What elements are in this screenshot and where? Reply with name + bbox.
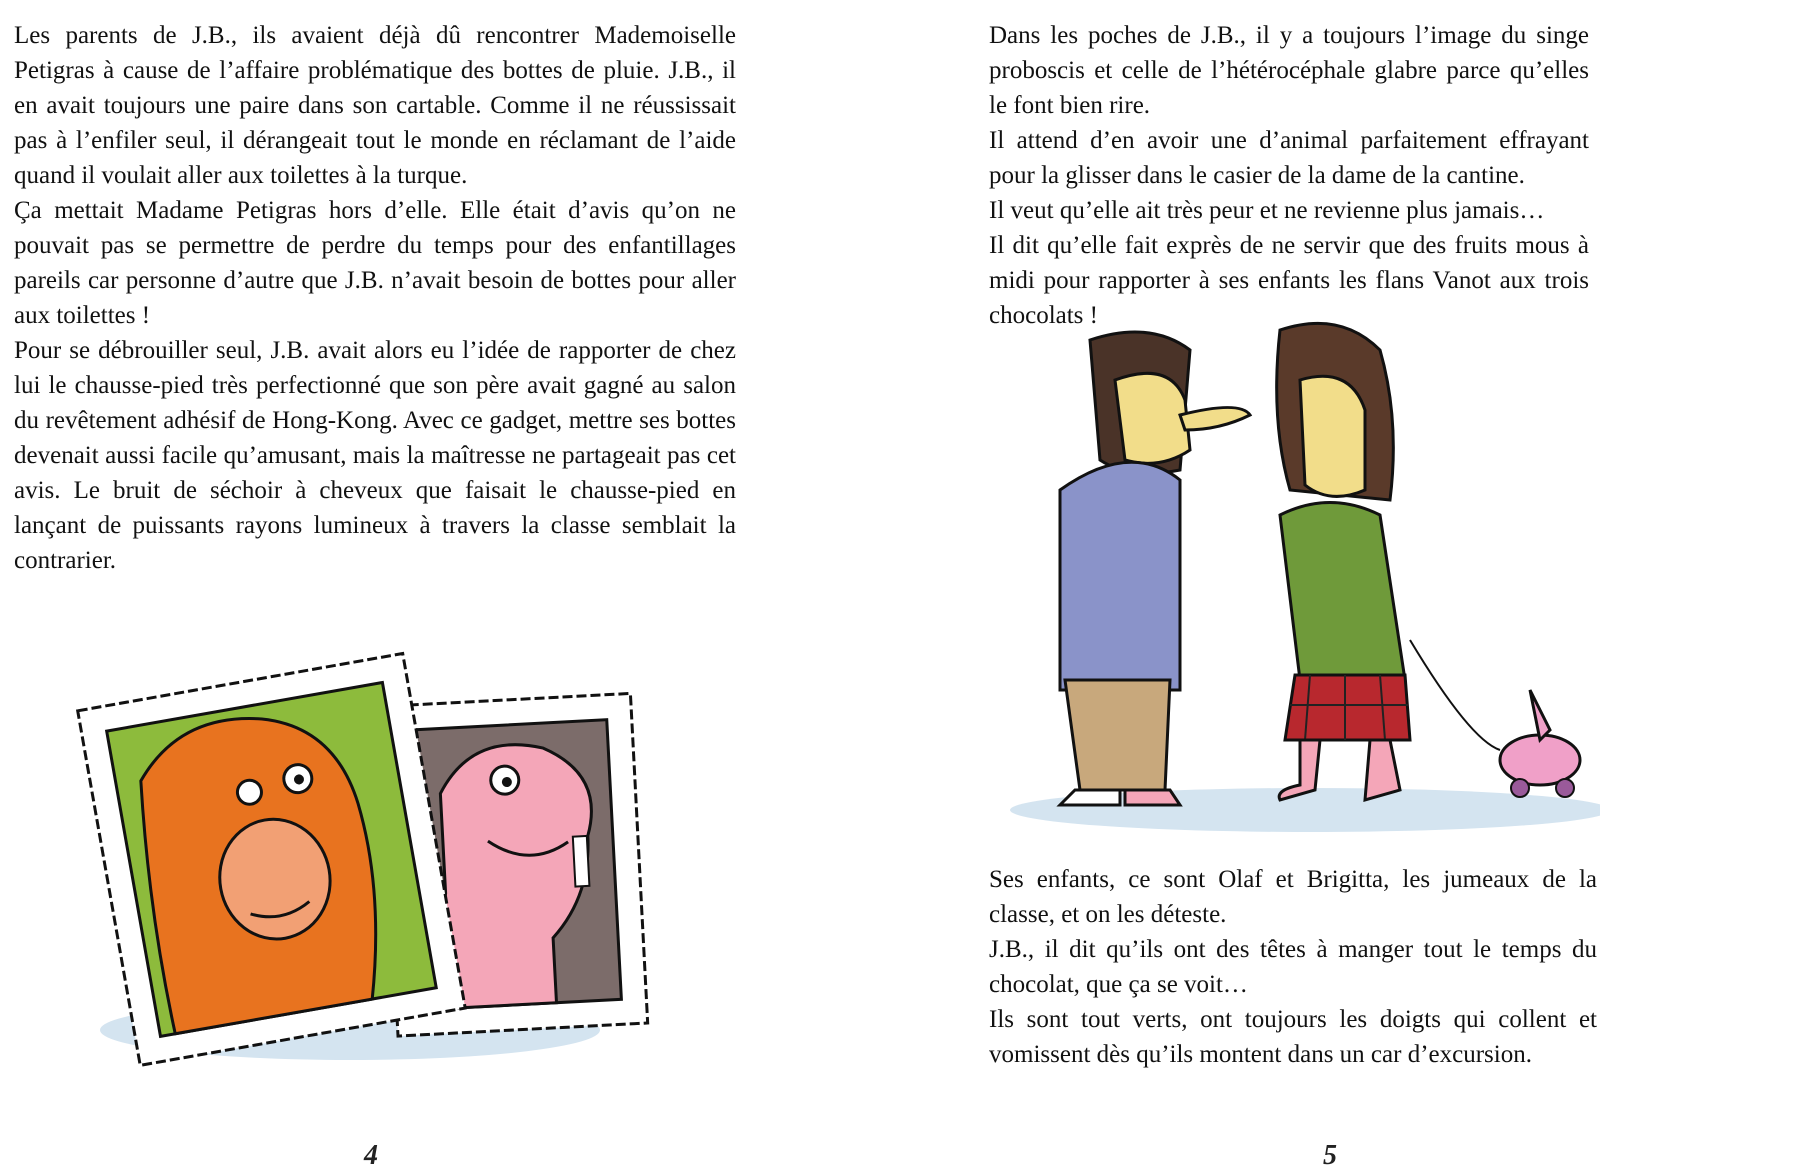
paragraph: Il attend d’en avoir une d’animal parfaitement effrayant pour la glisser dans le casier de la dame de la cantine.	[989, 127, 1589, 189]
girl-figure	[1277, 323, 1410, 800]
monkey-stamp	[78, 654, 465, 1066]
twins-illustration	[980, 320, 1600, 840]
toy-rabbit	[1410, 640, 1580, 797]
animal-stamps-illustration	[50, 640, 650, 1090]
paragraph: Pour se débrouiller seul, J.B. avait alors eu l’idée de rapporter de chez lui le chausse-pied très perfectionné que son père avait gagné au salon du revêtement adhésif de Hong-Kong. Avec ce gadget, mettre ses bottes devenait aussi facile qu’amusant, mais la maîtresse ne partageait pas cet avis. Le bruit de séchoir à cheveux que faisait le chausse-pied en lançant de puissants rayons lumineux à travers la classe semblait la contrarier.	[14, 337, 736, 574]
paragraph: Les parents de J.B., ils avaient déjà dû rencontrer Mademoiselle Petigras à cause de l’affaire problématique des bottes de pluie. J.B., il en avait toujours une paire dans son cartable. Comme il ne réussissait pas à l’enfiler seul, il dérangeait tout le monde en réclamant de l’aide quand il voulait aller aux toilettes à la turque.	[14, 22, 736, 189]
paragraph: Il veut qu’elle ait très peur et ne revienne plus jamais…	[989, 197, 1545, 224]
paragraph: Ça mettait Madame Petigras hors d’elle. Elle était d’avis qu’on ne pouvait pas se permettre de perdre du temps pour des enfantillages pareils car personne d’autre que J.B. n’avait besoin de bottes pour aller aux toilettes !	[14, 197, 736, 329]
paragraph: Ils sont tout verts, ont toujours les doigts qui collent et vomissent dès qu’ils montent dans un car d’excursion.	[989, 1006, 1597, 1068]
paragraph: Ses enfants, ce sont Olaf et Brigitta, les jumeaux de la classe, et on les déteste.	[989, 866, 1597, 928]
left-page-text	[14, 18, 736, 578]
paragraph: Dans les poches de J.B., il y a toujours l’image du singe proboscis et celle de l’hétérocéphale glabre parce qu’elles le font bien rire.	[989, 22, 1589, 119]
right-page-top-text	[989, 18, 1589, 333]
page-number: 4	[364, 1140, 378, 1171]
paragraph: J.B., il dit qu’ils ont des têtes à manger tout le temps du chocolat, que ça se voit…	[989, 936, 1597, 998]
right-page	[900, 0, 1800, 1173]
right-page-bottom-text	[989, 862, 1597, 1072]
paragraph: Il dit qu’elle fait exprès de ne servir que des fruits mous à midi pour rapporter à ses enfants les flans Vanot aux trois chocolats !	[989, 232, 1589, 329]
page-number: 5	[1323, 1140, 1337, 1171]
boy-figure	[1060, 332, 1250, 805]
